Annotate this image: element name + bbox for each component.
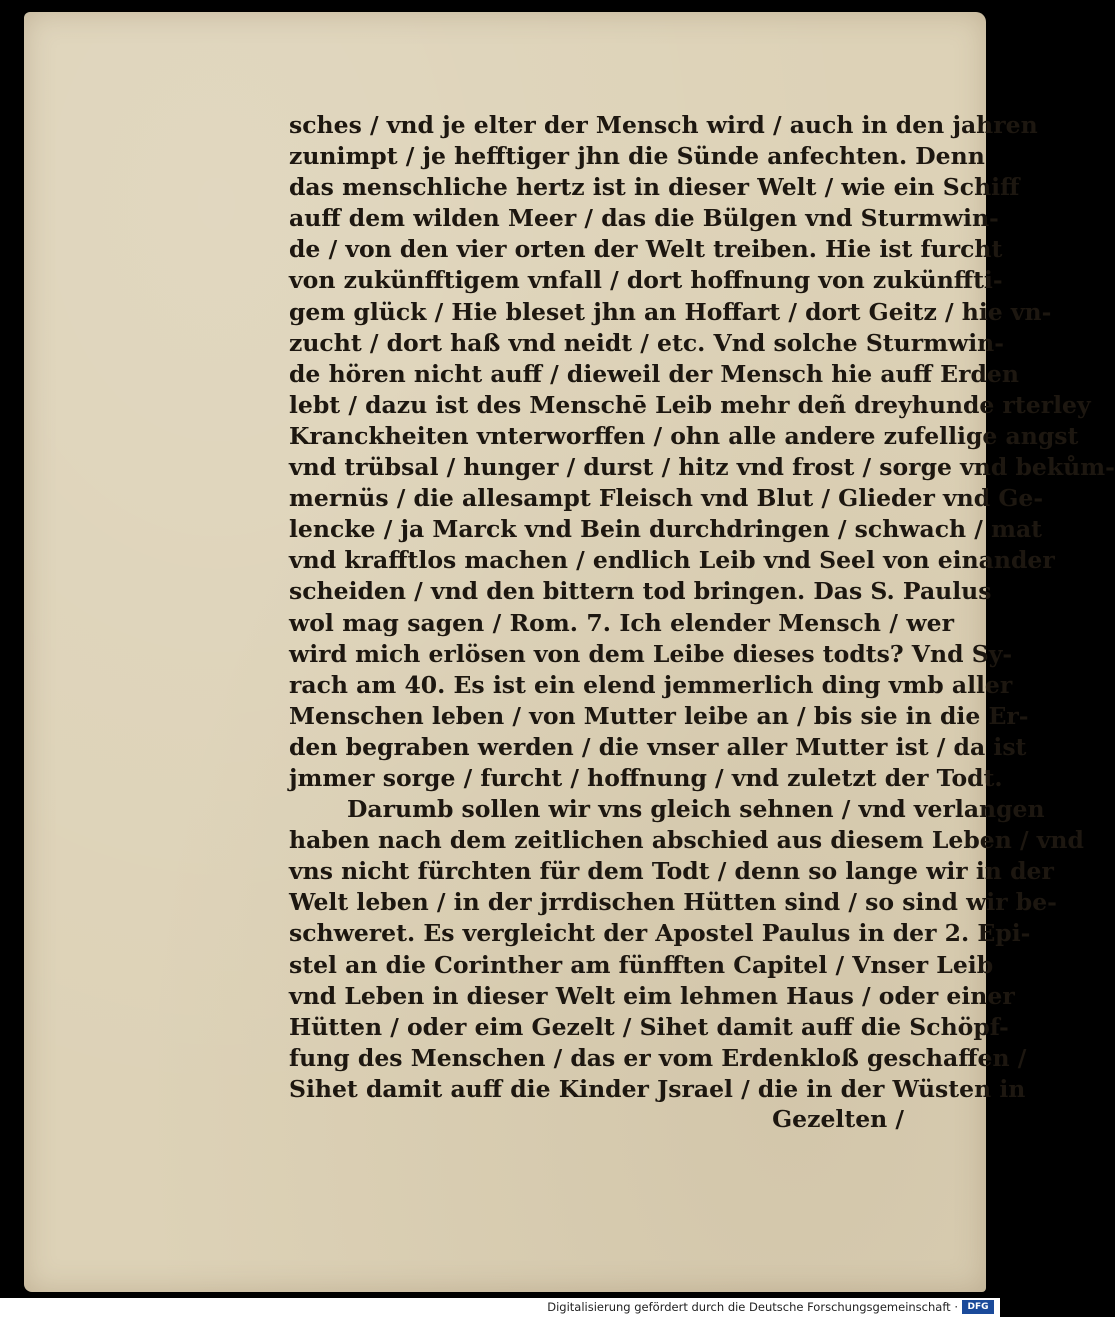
text-line: de hören nicht auff / dieweil der Mensch hie auff Erden <box>289 359 1019 388</box>
text-line: das menschliche hertz ist in dieser Welt / wie ein Schiff <box>289 173 1020 202</box>
text-line: auff dem wilden Meer / das die Bülgen vnd Sturmwin- <box>289 204 999 233</box>
text-line: Hütten / oder eim Gezelt / Sihet damit auff die Schöpf- <box>289 1012 1009 1041</box>
text-line: Welt leben / in der jrrdischen Hütten sind / so sind wir be- <box>289 888 1057 917</box>
text-line: den begraben werden / die vnser aller Mutter ist / da ist <box>289 732 1027 761</box>
text-line: zucht / dort haß vnd neidt / etc. Vnd solche Sturmwin- <box>289 328 1004 357</box>
text-line: vns nicht fürchten für dem Todt / denn so lange wir in der <box>289 857 1054 886</box>
text-line: gem glück / Hie bleset jhn an Hoffart / dort Geitz / hie vn- <box>289 297 1052 326</box>
text-line: von zukünfftigem vnfall / dort hoffnung von zukünffti- <box>289 266 1003 295</box>
text-line: lencke / ja Marck vnd Bein durchdringen / schwach / mat <box>289 515 1043 544</box>
scanned-page <box>24 12 1115 1292</box>
text-line: vnd trübsal / hunger / durst / hitz vnd frost / sorge vnd bekům- <box>289 453 1115 482</box>
text-line: jmmer sorge / furcht / hoffnung / vnd zuletzt der Todt. <box>289 763 1003 792</box>
text-line: scheiden / vnd den bittern tod bringen. Das S. Paulus <box>289 577 992 606</box>
text-line: fung des Menschen / das er vom Erdenkloß geschaffen / <box>289 1043 1027 1072</box>
body-text <box>289 110 1115 1105</box>
text-line: vnd krafftlos machen / endlich Leib vnd Seel von einander <box>289 546 1055 575</box>
text-line: schweret. Es vergleicht der Apostel Paulus in der 2. Epi- <box>289 919 1031 948</box>
text-line: rach am 40. Es ist ein elend jemmerlich ding vmb aller <box>289 670 1013 699</box>
text-line: Kranckheiten vnterworffen / ohn alle andere zufellige angst <box>289 421 1079 450</box>
text-line: mernüs / die allesampt Fleisch vnd Blut / Glieder vnd Ge- <box>289 484 1044 513</box>
dfg-logo: DFG <box>962 1300 994 1314</box>
footer-bar <box>0 1298 1000 1317</box>
text-line: stel an die Corinther am fünfften Capitel / Vnser Leib <box>289 950 994 979</box>
text-line: Sihet damit auff die Kinder Jsrael / die in der Wüsten in <box>289 1074 1026 1103</box>
text-line: Menschen leben / von Mutter leibe an / bis sie in die Er- <box>289 701 1029 730</box>
text-line: zunimpt / je hefftiger jhn die Sünde anfechten. Denn <box>289 142 985 171</box>
funding-credit: Digitalisierung gefördert durch die Deutsche Forschungsgemeinschaft · <box>547 1300 958 1314</box>
text-line: wol mag sagen / Rom. 7. Ich elender Mensch / wer <box>289 608 954 637</box>
text-line: Darumb sollen wir vns gleich sehnen / vnd verlangen <box>347 795 1045 824</box>
text-line: wird mich erlösen von dem Leibe dieses todts? Vnd Sy- <box>289 639 1013 668</box>
catchword: Gezelten / <box>772 1105 904 1133</box>
text-line: vnd Leben in dieser Welt eim lehmen Haus / oder einer <box>289 981 1015 1010</box>
text-line: lebt / dazu ist des Menschē Leib mehr deñ dreyhunde rterley <box>289 390 1091 419</box>
text-line: sches / vnd je elter der Mensch wird / auch in den jahren <box>289 111 1038 139</box>
text-line: haben nach dem zeitlichen abschied aus diesem Leben / vnd <box>289 826 1084 855</box>
text-line: de / von den vier orten der Welt treiben. Hie ist furcht <box>289 235 1003 264</box>
